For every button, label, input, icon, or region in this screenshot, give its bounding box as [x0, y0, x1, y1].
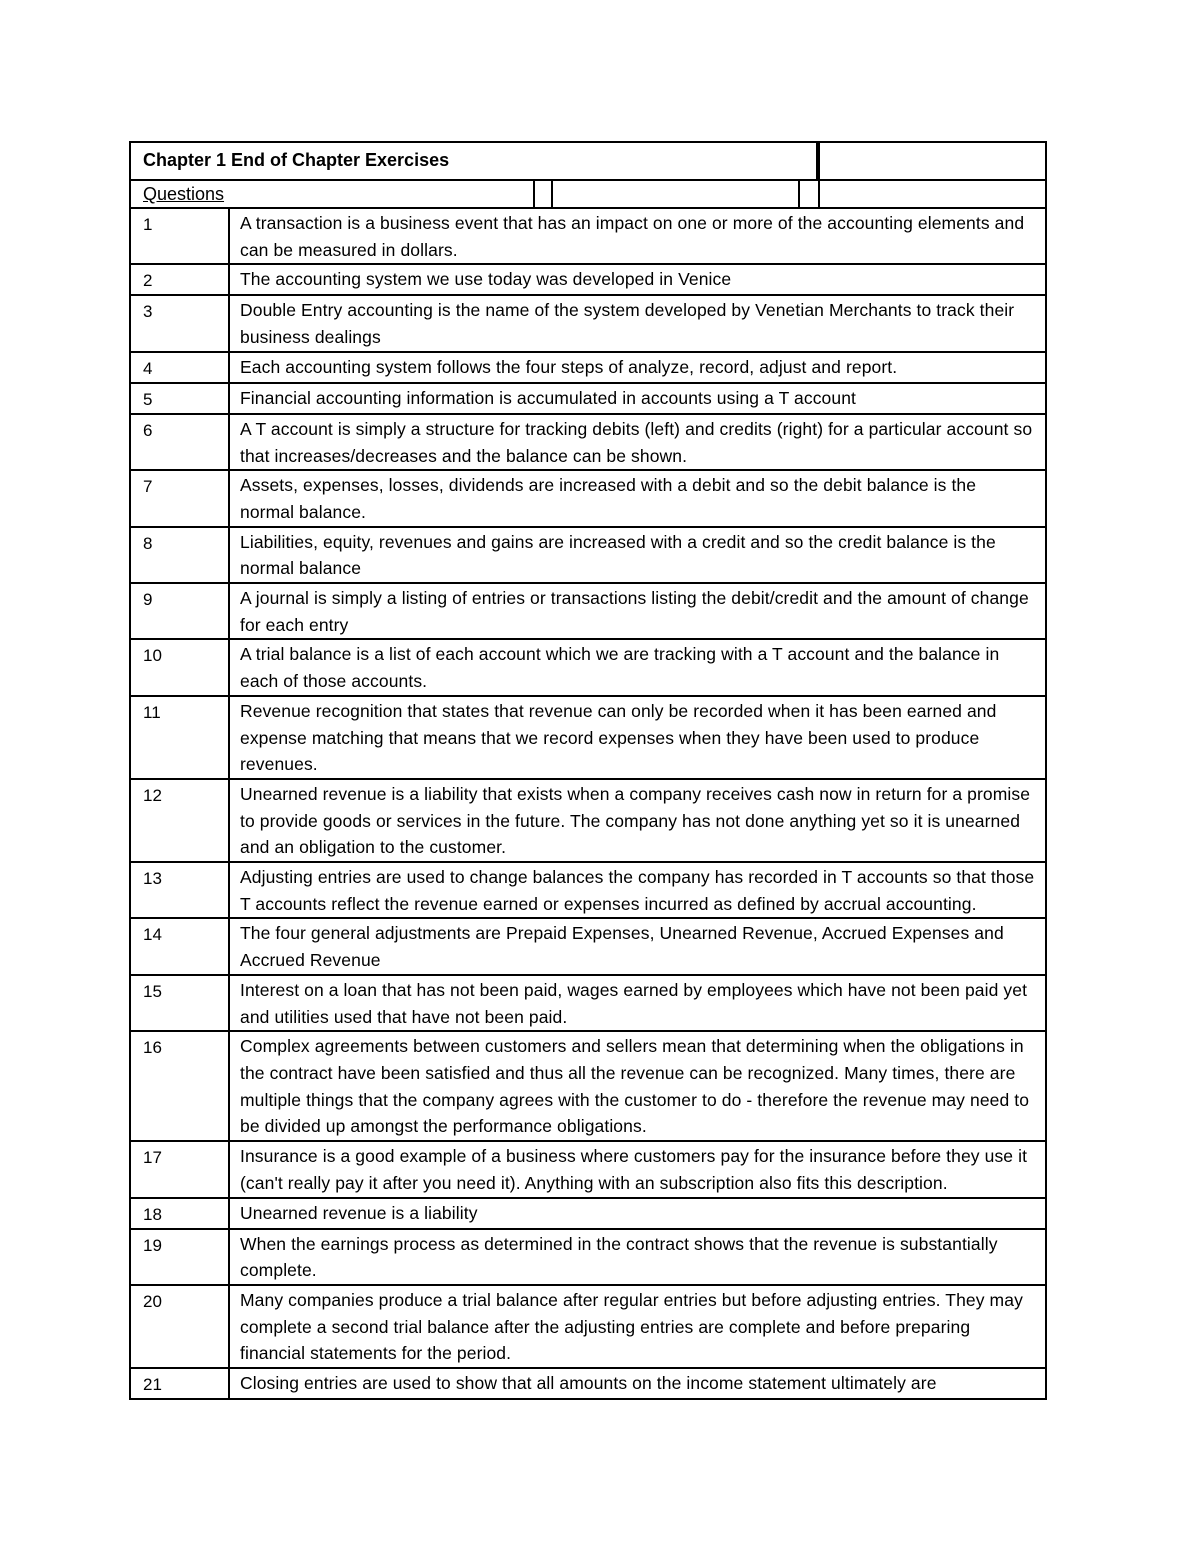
- chapter-title: Chapter 1 End of Chapter Exercises: [143, 150, 450, 170]
- question-number: 6: [131, 415, 230, 469]
- question-number: 3: [131, 296, 230, 350]
- table-row: [131, 1286, 1045, 1369]
- table-row: [131, 584, 1045, 640]
- title-cell-divider: [816, 143, 820, 179]
- question-number: 11: [131, 697, 230, 778]
- empty-header-cell: [533, 181, 553, 207]
- question-answer-text: A transaction is a business event that has an impact on one or more of the accounting elements and can be measured in dollars.: [240, 213, 1025, 260]
- table-row: [131, 1369, 1045, 1398]
- table-row: [131, 353, 1045, 384]
- question-answer-text: Financial accounting information is accumulated in accounts using a T account: [240, 387, 857, 408]
- table-row: [131, 1199, 1045, 1230]
- questions-label: Questions: [143, 184, 225, 204]
- question-answer-text: The accounting system we use today was developed in Venice: [240, 269, 732, 290]
- table-row: [131, 415, 1045, 471]
- question-answer-text: A T account is simply a structure for tracking debits (left) and credits (right) for a particular account so that increases/decreases and the balance can be shown.: [240, 418, 1033, 466]
- table-row: [131, 471, 1045, 527]
- question-answer-text: Double Entry accounting is the name of the system developed by Venetian Merchants to track their business dealings: [240, 300, 1015, 348]
- question-number: 19: [131, 1230, 230, 1284]
- question-answer-text: A trial balance is a list of each account which we are tracking with a T account and the balance in each of those accounts.: [240, 644, 1000, 692]
- question-answer-text: Unearned revenue is a liability that exists when a company receives cash now in return for a promise to provide goods or services in the future. The company has not done anything yet so it is unearned and an obligation to the customer.: [240, 783, 1031, 858]
- question-number: 2: [131, 265, 230, 294]
- question-answer-text: Each accounting system follows the four steps of analyze, record, adjust and report.: [240, 356, 898, 377]
- question-answer-text: Many companies produce a trial balance after regular entries but before adjusting entries. They may complete a second trial balance after the adjusting entries are complete and before preparing financial statements for the period.: [240, 1289, 1023, 1364]
- question-answer-text: Liabilities, equity, revenues and gains are increased with a credit and so the credit balance is the normal balance: [240, 531, 996, 579]
- exercise-table: [129, 141, 1047, 1400]
- question-answer-text: The four general adjustments are Prepaid Expenses, Unearned Revenue, Accrued Expenses and Accrued Revenue: [240, 923, 1004, 971]
- table-row: [131, 863, 1045, 919]
- question-number: 13: [131, 863, 230, 917]
- table-title-row: [131, 143, 1045, 181]
- empty-header-cell: [798, 181, 820, 207]
- table-row: [131, 1230, 1045, 1286]
- table-row: [131, 296, 1045, 352]
- question-number: 16: [131, 1032, 230, 1140]
- question-answer-text: Closing entries are used to show that all amounts on the income statement ultimately are: [240, 1373, 937, 1394]
- question-number: 1: [131, 209, 230, 263]
- question-number: 17: [131, 1142, 230, 1196]
- table-row: [131, 1032, 1045, 1142]
- question-answer-text: When the earnings process as determined in the contract shows that the revenue is substantially complete.: [240, 1233, 998, 1281]
- question-answer-text: Complex agreements between customers and sellers mean that determining when the obligations in the contract have been satisfied and thus all the revenue can be recognized. Many times, there are multiple things that the company agrees with the customer to do - therefore the revenue may need to be divided up amongst the performance obligations.: [240, 1036, 1030, 1137]
- question-number: 21: [131, 1369, 230, 1398]
- table-row: [131, 640, 1045, 696]
- table-row: [131, 265, 1045, 296]
- question-number: 5: [131, 384, 230, 413]
- question-number: 9: [131, 584, 230, 638]
- question-number: 4: [131, 353, 230, 382]
- question-number: 12: [131, 780, 230, 861]
- table-row: [131, 919, 1045, 975]
- table-row: [131, 780, 1045, 863]
- table-row: [131, 1142, 1045, 1198]
- questions-list: [131, 209, 1045, 1398]
- question-number: 8: [131, 528, 230, 582]
- table-row: [131, 976, 1045, 1032]
- question-answer-text: Revenue recognition that states that revenue can only be recorded when it has been earned and expense matching that means that we record expenses when they have been used to produce revenues.: [240, 700, 997, 775]
- question-answer-text: Assets, expenses, losses, dividends are increased with a debit and so the debit balance is the normal balance.: [240, 475, 977, 522]
- table-row: [131, 209, 1045, 265]
- table-row: [131, 384, 1045, 415]
- table-row: [131, 697, 1045, 780]
- question-number: 20: [131, 1286, 230, 1367]
- question-answer-text: Adjusting entries are used to change balances the company has recorded in T accounts so that those T accounts reflect the revenue earned or expenses incurred as defined by accrual accounting.: [240, 867, 1035, 914]
- question-answer-text: A journal is simply a listing of entries or transactions listing the debit/credit and the amount of change for each entry: [240, 588, 1029, 635]
- questions-header-row: [131, 181, 1045, 209]
- question-answer-text: Interest on a loan that has not been paid, wages earned by employees which have not been paid yet and utilities used that have not been paid.: [240, 979, 1028, 1027]
- table-row: [131, 528, 1045, 584]
- question-answer-text: Unearned revenue is a liability: [240, 1202, 478, 1223]
- question-number: 14: [131, 919, 230, 973]
- question-number: 15: [131, 976, 230, 1030]
- question-number: 7: [131, 471, 230, 525]
- question-number: 18: [131, 1199, 230, 1228]
- question-number: 10: [131, 640, 230, 694]
- question-answer-text: Insurance is a good example of a business where customers pay for the insurance before they use it (can't really pay it after you need it). Anything with an subscription also fits this description.: [240, 1146, 1028, 1193]
